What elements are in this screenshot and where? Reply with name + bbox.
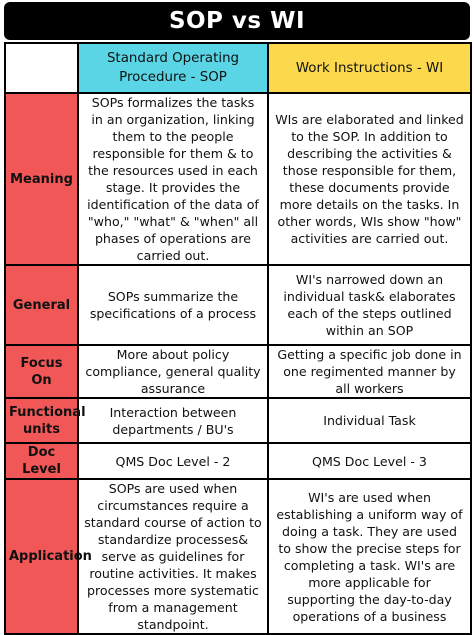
table-row — [5, 443, 471, 479]
title-bar — [4, 2, 470, 40]
sop-cell: SOPs are used when circumstances require a standard course of action to standardize processes& serve as guidelines for routine activities. It makes processes more systematic from a management standpoint. — [78, 479, 268, 634]
sop-header-text: Standard Operating Procedure - SOP — [106, 51, 240, 85]
wi-cell: QMS Doc Level - 3 — [268, 443, 471, 479]
page-title: SOP vs WI — [168, 8, 306, 34]
row-label: Application — [5, 479, 78, 634]
sop-cell: SOPs summarize the specifications of a process — [78, 265, 268, 345]
sop-cell: More about policy compliance, general quality assurance — [78, 345, 268, 398]
header-row — [5, 43, 471, 93]
row-label: Doc Level — [5, 443, 78, 479]
table-row — [5, 93, 471, 265]
table-row — [5, 398, 471, 443]
row-label: Focus On — [5, 345, 78, 398]
wi-cell: WIs are elaborated and linked to the SOP. In addition to describing the activities & those responsible for them, these documents provide more details on the tasks. In other words, WIs show "how" activities are carried out. — [268, 93, 471, 265]
table-row — [5, 265, 471, 345]
wi-cell: Individual Task — [268, 398, 471, 443]
row-label: Meaning — [5, 93, 78, 265]
wi-cell: Getting a specific job done in one regimented manner by all workers — [268, 345, 471, 398]
wi-cell: WI's are used when establishing a uniform way of doing a task. They are used to show the precise steps for completing a task. WI's are more applicable for supporting the day-to-day operations of a business — [268, 479, 471, 634]
row-label: Functional units — [5, 398, 78, 443]
sop-column-header — [78, 43, 268, 93]
wi-cell: WI's narrowed down an individual task& elaborates each of the steps outlined within an SOP — [268, 265, 471, 345]
table-row — [5, 345, 471, 398]
table-row — [5, 479, 471, 634]
sop-cell: SOPs formalizes the tasks in an organization, linking them to the people responsible for them & to the resources used in each stage. It provides the identification of the data of "who," "what" & "when" all phases of operations are carried out. — [78, 93, 268, 265]
wi-column-header — [268, 43, 471, 93]
row-label: General — [5, 265, 78, 345]
sop-cell: QMS Doc Level - 2 — [78, 443, 268, 479]
sop-cell: Interaction between departments / BU's — [78, 398, 268, 443]
comparison-table — [4, 42, 472, 635]
wi-header-text: Work Instructions - WI — [295, 60, 444, 76]
corner-cell — [5, 43, 78, 93]
